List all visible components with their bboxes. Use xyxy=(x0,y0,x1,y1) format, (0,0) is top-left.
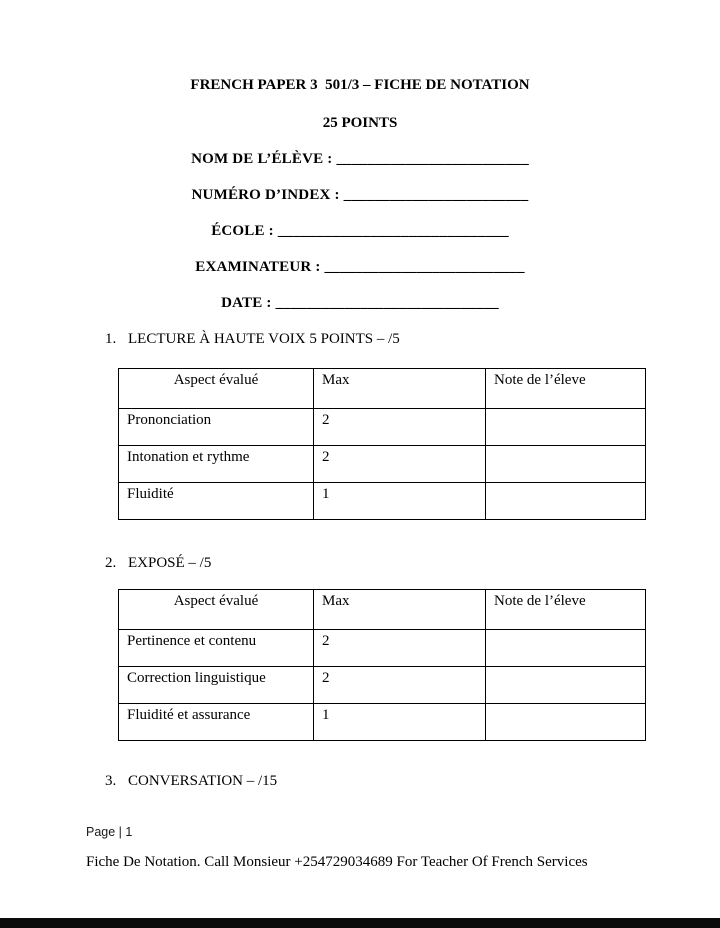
field-student-name-blank: _________________________ xyxy=(336,151,529,167)
document-content xyxy=(0,76,720,872)
field-examiner-blank: __________________________ xyxy=(324,259,525,275)
cell-aspect: Prononciation xyxy=(119,409,314,446)
cell-note xyxy=(486,704,646,741)
table-row xyxy=(119,446,646,483)
table-row xyxy=(119,409,646,446)
field-examiner xyxy=(86,258,634,277)
cell-max: 2 xyxy=(314,446,486,483)
field-index-number xyxy=(86,186,634,205)
cell-note xyxy=(486,483,646,520)
document-subtitle-points: 25 POINTS xyxy=(322,115,398,131)
section-heading-conversation xyxy=(105,772,634,791)
footer-contact-note: Fiche De Notation. Call Monsieur +254729034689 For Teacher Of French Services xyxy=(86,854,588,870)
section-number: 1. xyxy=(105,331,117,347)
field-index-number-label: NUMÉRO D’INDEX : xyxy=(191,187,344,203)
cell-max: 1 xyxy=(314,704,486,741)
cell-note xyxy=(486,446,646,483)
section-title: CONVERSATION – /15 xyxy=(128,773,278,789)
cell-note xyxy=(486,409,646,446)
table-header-note: Note de l’éleve xyxy=(486,590,646,630)
field-student-name-label: NOM DE L’ÉLÈVE : xyxy=(191,151,337,167)
cell-max: 2 xyxy=(314,630,486,667)
field-index-number-blank: ________________________ xyxy=(343,187,529,203)
bottom-black-bar xyxy=(0,918,720,928)
field-student-name xyxy=(86,150,634,169)
cell-max: 2 xyxy=(314,667,486,704)
section-number: 3. xyxy=(105,773,117,789)
table-header-row xyxy=(119,590,646,630)
table-header-aspect: Aspect évalué xyxy=(119,590,314,630)
field-school xyxy=(86,222,634,241)
field-school-blank: ______________________________ xyxy=(277,223,509,239)
page-number-label: Page | 1 xyxy=(86,825,133,839)
table-lecture-scores xyxy=(118,368,646,520)
table-header-max: Max xyxy=(314,590,486,630)
section-number: 2. xyxy=(105,555,117,571)
cell-aspect: Pertinence et contenu xyxy=(119,630,314,667)
table-row xyxy=(119,483,646,520)
table-header-aspect: Aspect évalué xyxy=(119,369,314,409)
field-date-label: DATE : xyxy=(221,295,276,311)
cell-max: 2 xyxy=(314,409,486,446)
table-header-row xyxy=(119,369,646,409)
field-examiner-label: EXAMINATEUR : xyxy=(195,259,325,275)
cell-note xyxy=(486,667,646,704)
document-title: FRENCH PAPER 3 501/3 – FICHE DE NOTATION xyxy=(190,77,530,93)
table-row xyxy=(119,630,646,667)
cell-note xyxy=(486,630,646,667)
cell-aspect: Fluidité et assurance xyxy=(119,704,314,741)
section-heading-lecture xyxy=(105,330,634,349)
table-header-max: Max xyxy=(314,369,486,409)
section-title: EXPOSÉ – /5 xyxy=(128,555,212,571)
section-title: LECTURE À HAUTE VOIX 5 POINTS – /5 xyxy=(128,331,400,347)
table-row xyxy=(119,704,646,741)
cell-max: 1 xyxy=(314,483,486,520)
cell-aspect: Intonation et rythme xyxy=(119,446,314,483)
cell-aspect: Correction linguistique xyxy=(119,667,314,704)
section-heading-expose xyxy=(105,554,634,573)
table-expose-scores xyxy=(118,589,646,741)
table-row xyxy=(119,667,646,704)
cell-aspect: Fluidité xyxy=(119,483,314,520)
field-school-label: ÉCOLE : xyxy=(211,223,278,239)
table-header-note: Note de l’éleve xyxy=(486,369,646,409)
field-date xyxy=(86,294,634,313)
field-date-blank: _____________________________ xyxy=(275,295,499,311)
